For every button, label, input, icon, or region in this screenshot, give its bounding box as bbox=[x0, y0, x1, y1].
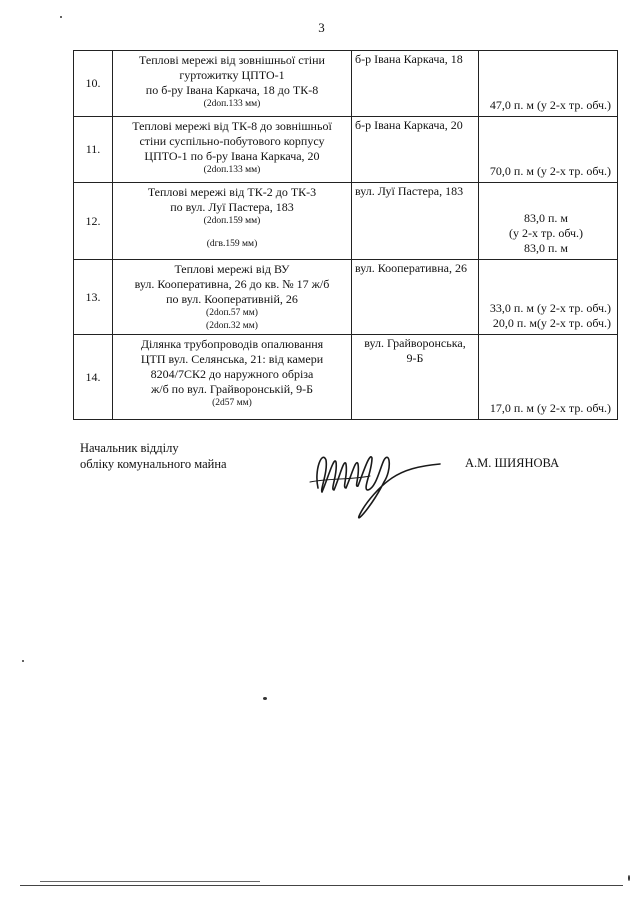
length-value: 20,0 п. м(у 2-х тр. обч.) bbox=[492, 316, 611, 330]
description-line: вул. Кооперативна, 26 до кв. № 17 ж/б bbox=[134, 277, 330, 291]
pipe-diameter: (2dоп.32 мм) bbox=[206, 321, 258, 331]
table-row bbox=[74, 183, 618, 260]
length-value: 17,0 п. м (у 2-х тр. обч.) bbox=[489, 401, 611, 415]
length-value: 47,0 п. м (у 2-х тр. обч.) bbox=[489, 98, 611, 112]
length-value: 33,0 п. м (у 2-х тр. обч.) bbox=[489, 301, 611, 315]
description-line: стіни суспільно-побутового корпусу bbox=[139, 134, 325, 148]
pipeline-description bbox=[113, 335, 352, 420]
length-cell bbox=[479, 117, 618, 183]
address-line: 9-Б bbox=[406, 351, 424, 365]
position-line: Начальник відділу bbox=[80, 441, 179, 455]
scan-speck bbox=[60, 16, 62, 18]
pipe-diameter: (2d57 мм) bbox=[212, 398, 252, 408]
description-line: ЦТП вул. Селянська, 21: від камери bbox=[140, 352, 324, 366]
address-cell: вул. Луї Пастера, 183 bbox=[352, 183, 479, 260]
scan-speck bbox=[628, 875, 630, 881]
pipeline-registry-table bbox=[73, 50, 618, 420]
row-number: 11. bbox=[74, 117, 113, 183]
page-number: 3 bbox=[318, 20, 325, 35]
scan-speck bbox=[22, 660, 24, 662]
description-line: ж/б по вул. Грайворонській, 9-Б bbox=[150, 382, 314, 396]
description-line: по б-ру Івана Каркача, 18 до ТК-8 bbox=[145, 83, 319, 97]
pipe-diameter: (2dоп.133 мм) bbox=[203, 99, 261, 109]
description-line: Теплові мережі від ТК-2 до ТК-3 bbox=[147, 185, 317, 199]
description-line: Теплові мережі від ВУ bbox=[174, 262, 290, 276]
description-line: Ділянка трубопроводів опалювання bbox=[140, 337, 324, 351]
row-number: 14. bbox=[74, 335, 113, 420]
signatory-name: А.М. ШИЯНОВА bbox=[465, 456, 560, 470]
table-row bbox=[74, 117, 618, 183]
address-cell: б-р Івана Каркача, 20 bbox=[352, 117, 479, 183]
pipeline-description bbox=[113, 183, 352, 260]
handwritten-signature bbox=[300, 430, 450, 525]
table-row bbox=[74, 260, 618, 335]
pipeline-description bbox=[113, 117, 352, 183]
length-value: 70,0 п. м (у 2-х тр. обч.) bbox=[489, 164, 611, 178]
scan-edge-line bbox=[40, 881, 260, 882]
address-line: вул. Грайворонська, bbox=[364, 336, 466, 350]
length-cell bbox=[479, 260, 618, 335]
description-line: 8204/7СК2 до наружного обріза bbox=[150, 367, 314, 381]
pipe-diameter: (2dоп.133 мм) bbox=[203, 165, 261, 175]
signatory-position bbox=[80, 440, 227, 472]
description-line: по вул. Луї Пастера, 183 bbox=[170, 200, 294, 214]
description-line: ЦПТО-1 по б-ру Івана Каркача, 20 bbox=[144, 149, 320, 163]
length-value: 83,0 п. м bbox=[523, 211, 568, 225]
address-cell: б-р Івана Каркача, 18 bbox=[352, 51, 479, 117]
pipe-diameter: (2dоп.159 мм) bbox=[203, 216, 261, 226]
length-note: (у 2-х тр. обч.) bbox=[508, 226, 584, 240]
address-cell bbox=[352, 335, 479, 420]
pipe-diameter: (dгв.159 мм) bbox=[206, 239, 258, 249]
length-cell bbox=[479, 183, 618, 260]
scan-speck bbox=[263, 697, 267, 700]
pipeline-description bbox=[113, 51, 352, 117]
length-cell bbox=[479, 51, 618, 117]
position-line: обліку комунального майна bbox=[80, 457, 227, 471]
pipe-diameter: (2dоп.57 мм) bbox=[206, 308, 258, 318]
description-line: гуртожитку ЦПТО-1 bbox=[179, 68, 285, 82]
description-line: Теплові мережі від зовнішньої стіни bbox=[139, 53, 325, 67]
description-line: Теплові мережі від ТК-8 до зовнішньої bbox=[132, 119, 332, 133]
length-cell bbox=[479, 335, 618, 420]
table-row bbox=[74, 335, 618, 420]
row-number: 10. bbox=[74, 51, 113, 117]
scan-edge-line bbox=[20, 885, 623, 886]
description-line: по вул. Кооперативній, 26 bbox=[166, 292, 298, 306]
pipeline-description bbox=[113, 260, 352, 335]
row-number: 12. bbox=[74, 183, 113, 260]
row-number: 13. bbox=[74, 260, 113, 335]
table-row bbox=[74, 51, 618, 117]
address-cell: вул. Кооперативна, 26 bbox=[352, 260, 479, 335]
length-value: 83,0 п. м bbox=[523, 241, 568, 255]
